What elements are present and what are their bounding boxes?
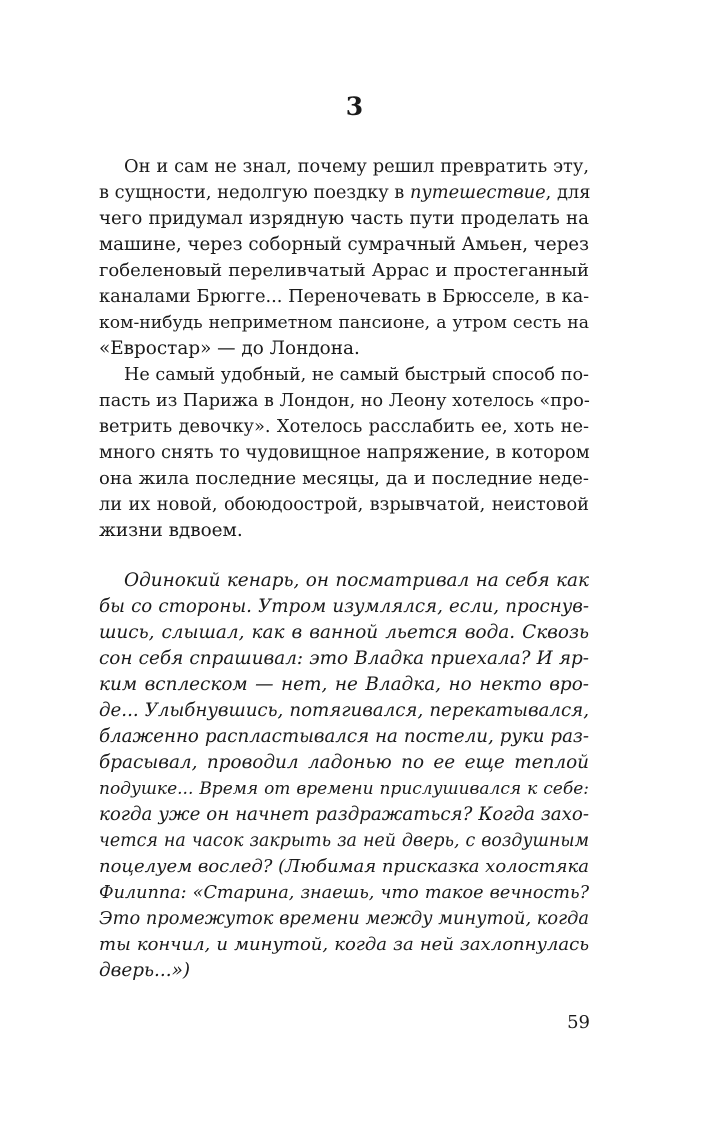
paragraph-1-line-2 [99, 180, 589, 206]
paragraph-2-line-5: она жила последние месяцы, да и последние неде- [99, 468, 589, 489]
page-number: 59 [567, 1012, 590, 1033]
italic-line-8: брасывал, проводил ладонью по ее еще теплой [99, 752, 589, 773]
paragraph-1-line-5: гобеленовый переливчатый Аррас и простеганный [99, 260, 589, 281]
italic-line-5: ким всплеском — нет, не Владка, но некто вро- [99, 674, 589, 695]
paragraph-2-line-6: ли их новой, обоюдоострой, взрывчатой, неистовой [99, 494, 589, 515]
paragraph-1-line-7: ком-нибудь неприметном пансионе, а утром сесть на [99, 313, 589, 333]
italic-line-4: сон себя спрашивал: это Владка приехала? И яр- [99, 648, 589, 669]
italic-line-15: ты кончил, и минутой, когда за ней захлопнулась [99, 934, 589, 955]
italic-line-9: подушке... Время от времени прислушивался к себе: [99, 779, 589, 799]
paragraph-2-line-4: много снять то чудовищное напряжение, в котором [99, 442, 590, 463]
italic-line-14: Это промежуток времени между минутой, когда [99, 908, 589, 929]
italic-line-11: чется на часок закрыть за ней дверь, с воздушным [99, 831, 589, 851]
paragraph-2-line-2: пасть из Парижа в Лондон, но Леону хотелось «про- [99, 391, 590, 411]
emphasized-word: путешествие [409, 182, 546, 203]
italic-line-2: бы со стороны. Утром изумлялся, если, проснув- [99, 596, 589, 617]
italic-line-1: Одинокий кенарь, он посматривал на себя как [124, 570, 589, 591]
paragraph-2-line-3: ветрить девочку». Хотелось расслабить ее, хоть не- [99, 416, 589, 437]
italic-line-16: дверь...») [99, 960, 190, 981]
paragraph-1-line-4: машине, через соборный сумрачный Амьен, через [99, 234, 589, 255]
italic-line-3: шись, слышал, как в ванной льется вода. Сквозь [99, 622, 589, 643]
italic-line-7: блаженно распластывался на постели, руки раз- [99, 726, 589, 747]
chapter-number: 3 [345, 92, 364, 121]
paragraph-2-line-7: жизни вдвоем. [99, 520, 243, 541]
paragraph-2-line-1: Не самый удобный, не самый быстрый способ по- [124, 365, 589, 385]
paragraph-1-line-6: каналами Брюгге... Переночевать в Брюсселе, в ка- [99, 286, 590, 307]
paragraph-1-line-3: чего придумал изрядную часть пути проделать на [99, 208, 589, 229]
paragraph-1-line-8: «Евростар» — до Лондона. [99, 338, 360, 359]
paragraph-1-line-2-text: в сущности, недолгую поездку в [99, 182, 410, 203]
paragraph-1-line-1: Он и сам не знал, почему решил превратить эту, [124, 156, 589, 177]
italic-line-10: когда уже он начнет раздражаться? Когда захо- [99, 804, 589, 825]
italic-line-12: поцелуем вослед? (Любимая присказка холостяка [99, 856, 590, 877]
paragraph-1-line-2-end: , для [545, 182, 591, 203]
italic-line-13: Филиппа: «Старина, знаешь, что такое вечность? [99, 883, 589, 903]
italic-line-6: де... Улыбнувшись, потягивался, перекатывался, [99, 700, 589, 721]
